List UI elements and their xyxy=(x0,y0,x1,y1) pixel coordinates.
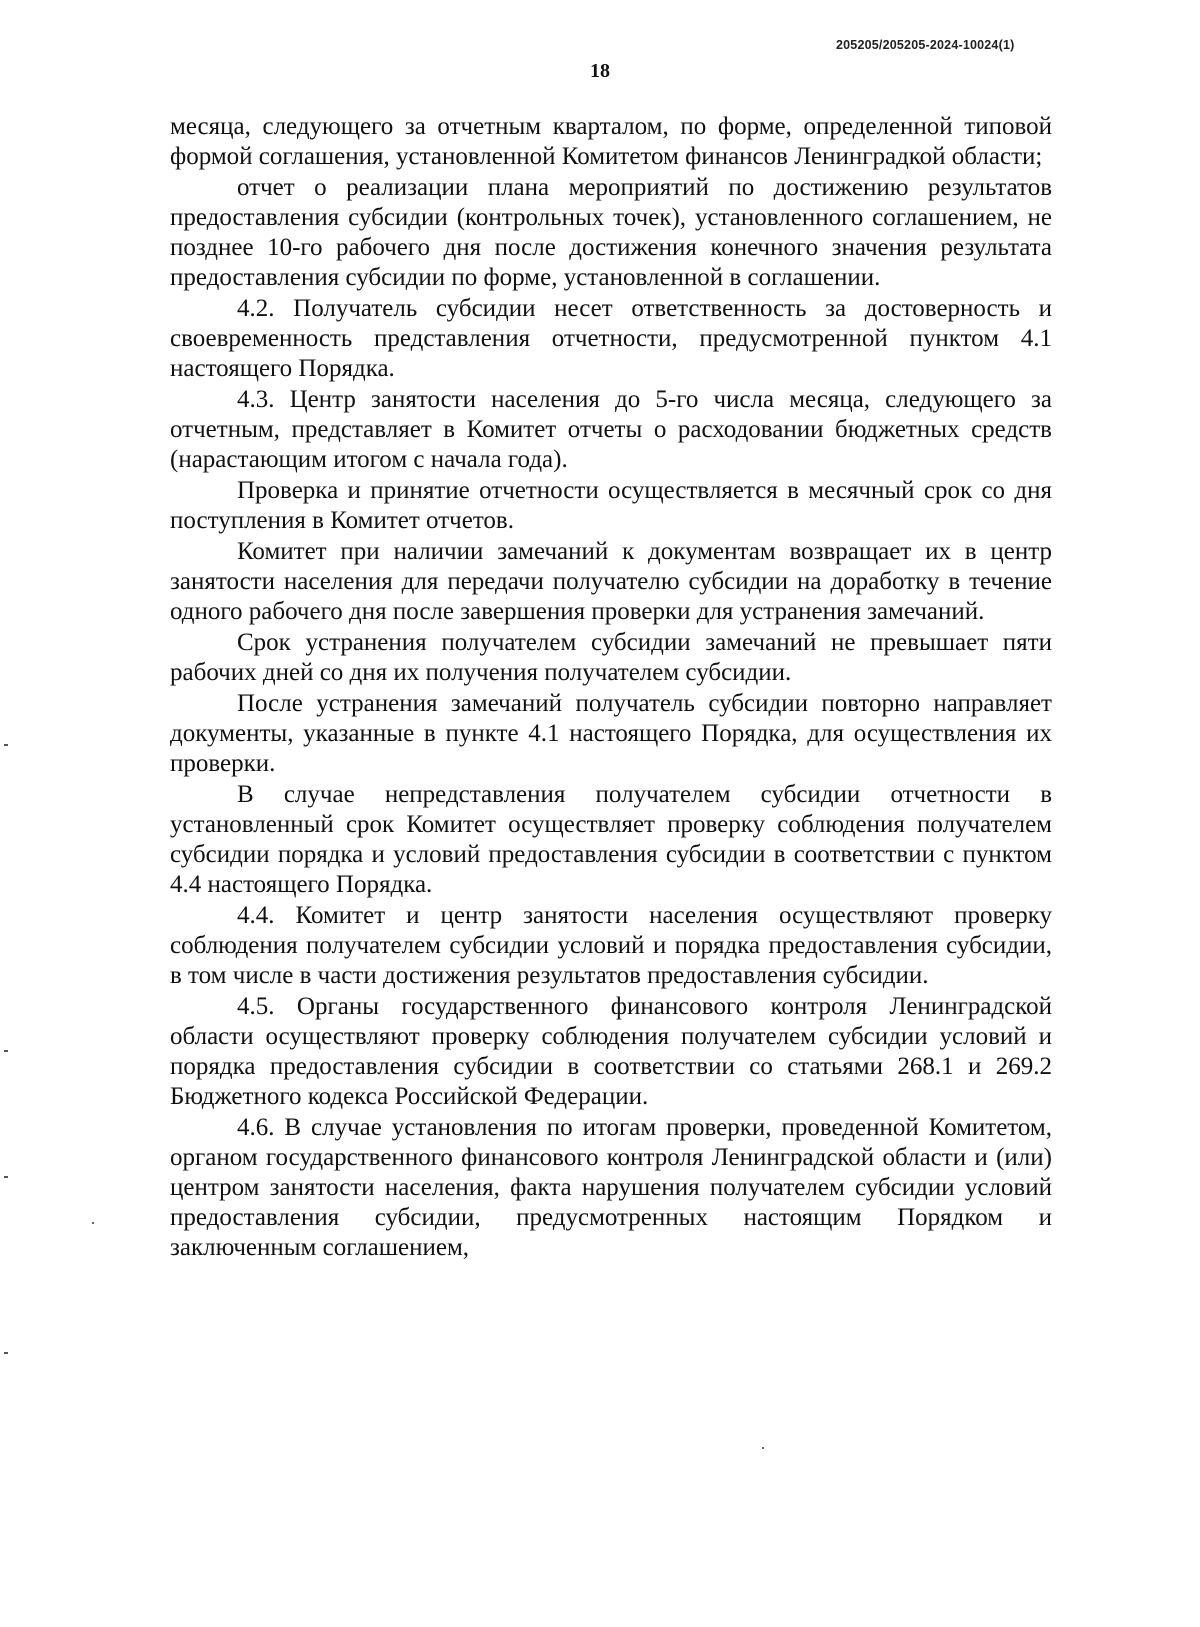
paragraph-4-5: 4.5. Органы государственного финансового контроля Ленинградской области осуществляют проверку соблюдения получателем субсидии условий и порядка предоставления субсидии в соответствии со статьями 268.1 и 269.2 Бюджетного кодекса Российской Федерации. xyxy=(170,993,1052,1110)
paragraph-4-3: 4.3. Центр занятости населения до 5-го числа месяца, следующего за отчетным, представляет в Комитет отчеты о расходовании бюджетных средств (нарастающим итогом с начала года). xyxy=(170,386,1052,473)
document-body xyxy=(170,112,1052,1264)
paragraph-4-4: 4.4. Комитет и центр занятости населения осуществляют проверку соблюдения получателем субсидии условий и порядка предоставления субсидии, в том числе в части достижения результатов предоставления субсидии. xyxy=(170,902,1052,989)
scan-speck xyxy=(92,1222,94,1224)
page-number: 18 xyxy=(590,60,610,82)
margin-mark xyxy=(4,744,8,746)
paragraph-4-6: 4.6. В случае установления по итогам проверки, проведенной Комитетом, органом государственного финансового контроля Ленинградской области и (или) центром занятости населения, факта нарушения получателем субсидии условий предоставления субсидии, предусмотренных настоящим Порядком и заключенным соглашением, xyxy=(170,1114,1052,1261)
paragraph-4-2: 4.2. Получатель субсидии несет ответственность за достоверность и своевременность представления отчетности, предусмотренной пунктом 4.1 настоящего Порядка. xyxy=(170,295,1052,382)
paragraph-non-submission: В случае непредставления получателем субсидии отчетности в установленный срок Комитет осуществляет проверку соблюдения получателем субсидии порядка и условий предоставления субсидии в соответствии с пунктом 4.4 настоящего Порядка. xyxy=(170,781,1052,898)
margin-mark xyxy=(4,1352,8,1354)
paragraph-committee-remarks: Комитет при наличии замечаний к документам возвращает их в центр занятости населения для передачи получателю субсидии на доработку в течение одного рабочего дня после завершения проверки для устранения замечаний. xyxy=(170,538,1052,625)
paragraph-report-plan: отчет о реализации плана мероприятий по достижению результатов предоставления субсидии (контрольных точек), установленного соглашением, не позднее 10-го рабочего дня после достижения конечного значения результата предоставления субсидии по форме, установленной в соглашении. xyxy=(170,174,1052,291)
paragraph-check-acceptance: Проверка и принятие отчетности осуществляется в месячный срок со дня поступления в Комитет отчетов. xyxy=(170,477,1052,534)
margin-mark xyxy=(4,1050,8,1052)
scan-speck xyxy=(762,1447,764,1449)
paragraph-continuation: месяца, следующего за отчетным кварталом, по форме, определенной типовой формой соглашения, установленной Комитетом финансов Ленинградкой области; xyxy=(170,113,1052,170)
paragraph-after-fix: После устранения замечаний получатель субсидии повторно направляет документы, указанные в пункте 4.1 настоящего Порядка, для осуществления их проверки. xyxy=(170,690,1052,777)
margin-mark xyxy=(4,1176,8,1178)
document-id: 205205/205205-2024-10024(1) xyxy=(836,38,1015,52)
paragraph-fix-term: Срок устранения получателем субсидии замечаний не превышает пяти рабочих дней со дня их получения получателем субсидии. xyxy=(170,629,1052,686)
